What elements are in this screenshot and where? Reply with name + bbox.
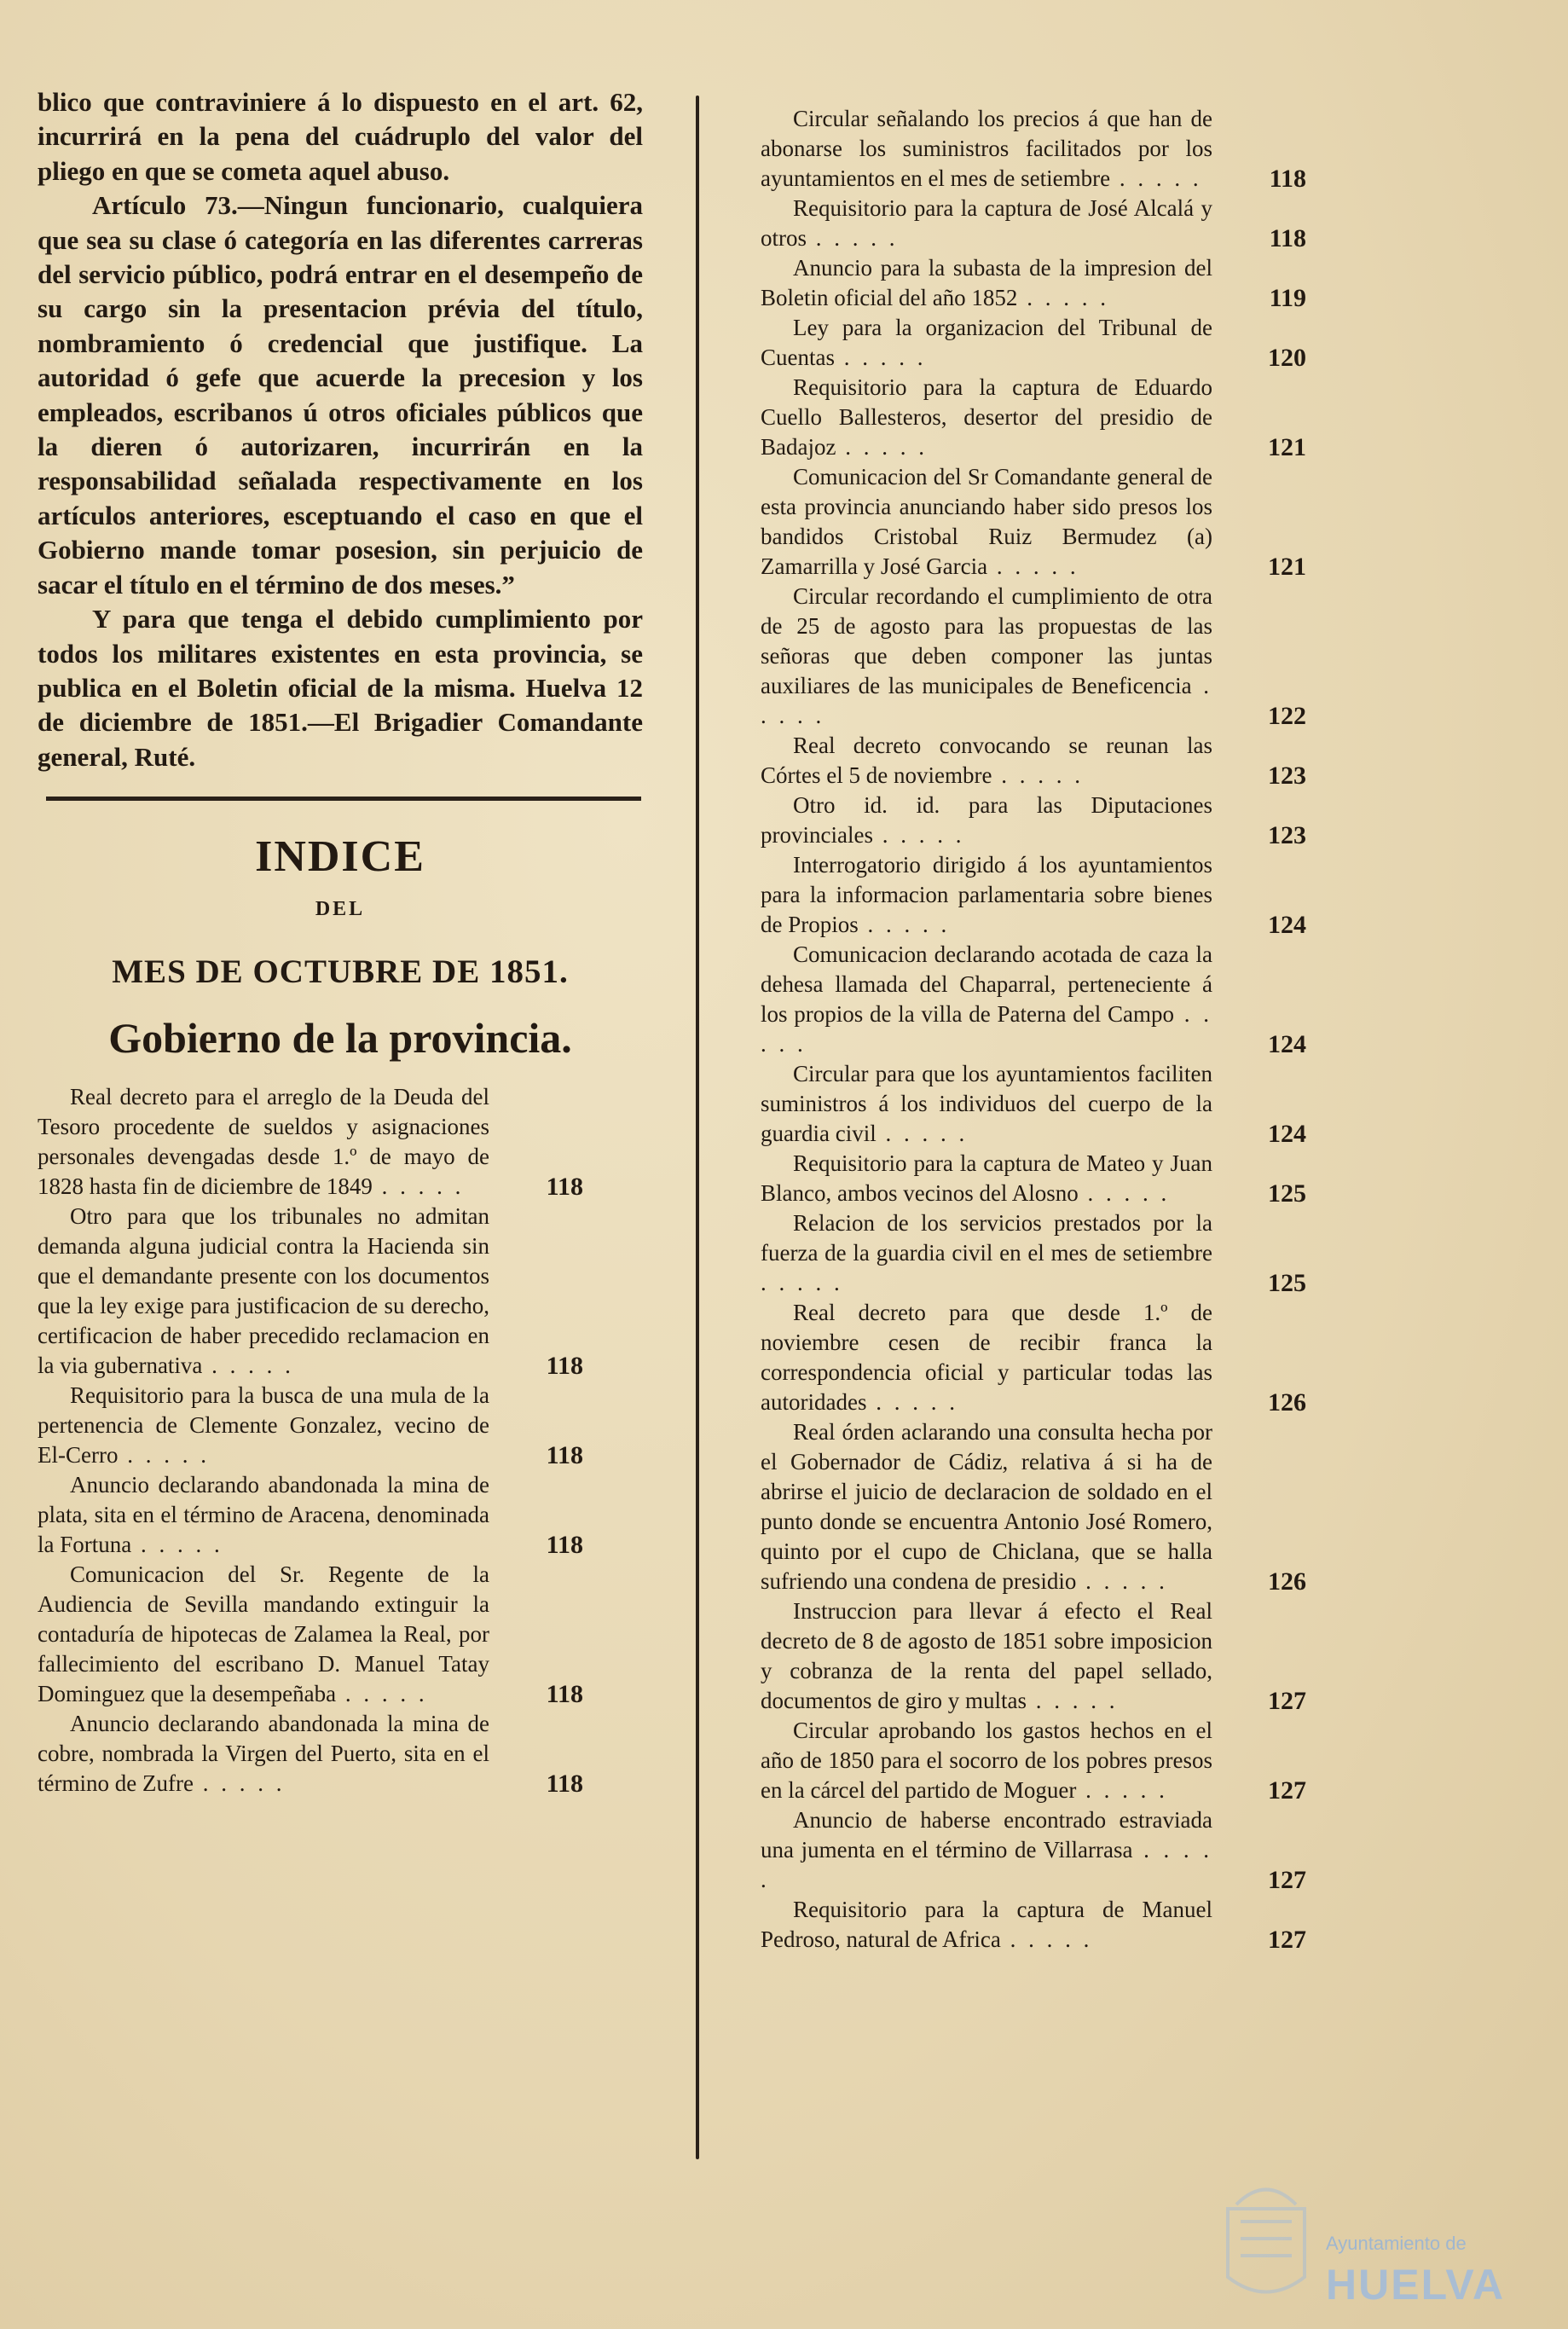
index-entry-page: 127: [1268, 1926, 1306, 1954]
index-entry-text: Relacion de los servicios prestados por la fuerza de la guardia civil en el mes de setiembre . . . . .: [761, 1210, 1212, 1295]
index-entry: [761, 850, 1306, 940]
index-entry-page: 124: [1268, 1120, 1306, 1148]
index-entry: [761, 1149, 1306, 1208]
index-entry: [38, 1202, 583, 1381]
index-entry-text: Anuncio de haberse encontrado estraviada una jumenta en el término de Villarrasa . . . . .: [761, 1807, 1212, 1892]
index-entry-text: Anuncio declarando abandonada la mina de plata, sita en el término de Aracena, denominada la Fortuna . . . . .: [38, 1472, 489, 1558]
index-entry-page: 118: [546, 1352, 583, 1381]
index-entry-text: Requisitorio para la captura de Mateo y Juan Blanco, ambos vecinos del Alosno . . . . .: [761, 1150, 1212, 1206]
index-entry-page: 127: [1268, 1866, 1306, 1894]
right-index-entries: [761, 104, 1306, 1955]
index-entry-page: 124: [1268, 1030, 1306, 1058]
index-entry-page: 119: [1269, 284, 1306, 312]
index-section-title: Gobierno de la provincia.: [108, 1014, 572, 1063]
index-entry-text: Real decreto para el arreglo de la Deuda del Tesoro procedente de sueldos y asignaciones personales devengadas desde 1.º de mayo de 1828 hasta fin de diciembre de 1849 . . . . .: [38, 1084, 489, 1200]
index-entry-text: Comunicacion del Sr. Regente de la Audiencia de Sevilla mandando extinguir la contaduría de hipotecas de Zalamea la Real, por fallecimiento del escribano D. Manuel Tatay Dominguez que la desempeñaba . . . . .: [38, 1561, 489, 1707]
column-divider: [696, 96, 699, 2159]
index-entry-text: Comunicacion declarando acotada de caza la dehesa llamada del Chaparral, perteneciente á los propios de la villa de Paterna del Campo . . . . .: [761, 941, 1213, 1057]
lead-paragraph-article-73: Artículo 73.—Ningun funcionario, cualquiera que sea su clase ó categoría en las diferentes carreras del servicio público, podrá entrar en el desempeño de su cargo sin la presentacion prévia del título, nombramiento ó credencial que justifique. La autoridad ó gefe que acuerde la precesion y los empleados, escribanos ú otros oficiales públicos que la dieren ó autorizaren, incurrirán en la responsabilidad señalada respectivamente en los artículos anteriores, esceptuando el caso en que el Gobierno mande tomar posesion, sin perjuicio de sacar el título en el término de dos meses.”: [38, 190, 643, 600]
index-entry-text: Comunicacion del Sr Comandante general de esta provincia anunciando haber sido presos los bandidos Cristobal Ruiz Bermudez (a) Zamarrilla y José Garcia . . . . .: [761, 464, 1212, 579]
index-entry-text: Instruccion para llevar á efecto el Real decreto de 8 de agosto de 1851 sobre imposicion y cobranza de la renta del papel sellado, documentos de giro y multas . . . . .: [761, 1598, 1212, 1713]
left-index-entries: [38, 1082, 583, 1799]
index-entry-page: 118: [546, 1531, 583, 1560]
index-entry-text: Real órden aclarando una consulta hecha por el Gobernador de Cádiz, relativa á si ha de abrirse el juicio de declaracion de soldado en el punto donde se encuentra Antonio José Romero, quinto por el cupo de Chiclana, que se halla sufriendo una condena de presidio . . . . .: [761, 1419, 1212, 1594]
index-entry-page: 118: [1269, 224, 1306, 252]
index-entry: [761, 462, 1306, 582]
index-entry: [761, 104, 1306, 194]
index-entry: [761, 1805, 1306, 1895]
index-entry-page: 123: [1268, 762, 1306, 790]
index-entry-page: 126: [1268, 1567, 1306, 1596]
index-entry-page: 127: [1268, 1687, 1306, 1715]
index-entry: [761, 1417, 1306, 1596]
index-entry-page: 118: [546, 1680, 583, 1709]
index-entry-page: 125: [1268, 1269, 1306, 1297]
index-entry: [761, 1208, 1306, 1298]
index-entry-text: Ley para la organizacion del Tribunal de Cuentas . . . . .: [761, 315, 1212, 370]
index-entry-page: 125: [1268, 1179, 1306, 1208]
index-entry-text: Circular señalando los precios á que han de abonarse los suministros facilitados por los ayuntamientos en el mes de setiembre . . . . .: [761, 106, 1212, 191]
index-title: INDICE: [255, 832, 425, 882]
index-entry-page: 118: [546, 1441, 583, 1470]
index-entry-text: Requisitorio para la captura de Manuel Pedroso, natural de Africa . . . . .: [761, 1897, 1212, 1952]
index-entry-page: 118: [546, 1173, 583, 1202]
index-entry-page: 121: [1268, 553, 1306, 581]
index-entry-page: 126: [1268, 1388, 1306, 1417]
index-entry-text: Otro id. id. para las Diputaciones provinciales . . . . .: [761, 792, 1212, 848]
index-entry: [761, 1059, 1306, 1149]
index-entry-text: Circular aprobando los gastos hechos en el año de 1850 para el socorro de los pobres presos en la cárcel del partido de Moguer . . . . .: [761, 1718, 1212, 1803]
index-entry: [761, 194, 1306, 253]
index-entry-text: Real decreto para que desde 1.º de noviembre cesen de recibir franca la correspondencia oficial y particular todas las autoridades . . . . .: [761, 1300, 1212, 1415]
index-entry-text: Circular para que los ayuntamientos faciliten suministros á los individuos del cuerpo de la guardia civil . . . . .: [761, 1061, 1212, 1146]
index-entry-page: 127: [1268, 1776, 1306, 1805]
index-entry: [38, 1709, 583, 1799]
watermark-line-1: Ayuntamiento de: [1326, 2233, 1467, 2254]
index-entry: [38, 1470, 583, 1560]
index-entry-text: Requisitorio para la captura de Eduardo Cuello Ballesteros, desertor del presidio de Badajoz . . . . .: [761, 374, 1212, 460]
index-entry: [38, 1381, 583, 1470]
index-entry: [761, 373, 1306, 462]
index-entry-text: Anuncio declarando abandonada la mina de cobre, nombrada la Virgen del Puerto, sita en el término de Zufre . . . . .: [38, 1711, 489, 1797]
section-rule: [46, 797, 641, 801]
index-entry-page: 121: [1268, 433, 1306, 461]
index-entry: [38, 1560, 583, 1709]
index-entry: [761, 731, 1306, 791]
index-month: MES DE OCTUBRE DE 1851.: [112, 953, 569, 991]
lead-paragraph-closing: Y para que tenga el debido cumplimiento por todos los militares existentes en esta provincia, se publica en el Boletin oficial de la misma. Huelva 12 de diciembre de 1851.—El Brigadier Comandante general, Ruté.: [38, 604, 643, 772]
index-entry: [761, 1716, 1306, 1805]
left-column: [38, 85, 643, 1799]
index-entry-text: Requisitorio para la busca de una mula de la pertenencia de Clemente Gonzalez, vecino de El-Cerro . . . . .: [38, 1382, 489, 1469]
index-entry-page: 120: [1268, 344, 1306, 372]
index-entry: [761, 1298, 1306, 1417]
index-del: DEL: [315, 898, 366, 921]
index-entry-text: Requisitorio para la captura de José Alcalá y otros . . . . .: [761, 195, 1212, 251]
index-entry-page: 122: [1268, 702, 1306, 730]
index-entry-text: Interrogatorio dirigido á los ayuntamientos para la informacion parlamentaria sobre bienes de Propios . . . . .: [761, 852, 1212, 937]
index-entry: [761, 253, 1306, 313]
right-column: [761, 85, 1306, 1955]
lead-paragraph-1: blico que contraviniere á lo dispuesto en el art. 62, incurrirá en la pena del cuádruplo del valor del pliego en que se cometa aquel abuso.: [38, 87, 643, 186]
index-entry: [761, 582, 1306, 731]
index-entry-text: Circular recordando el cumplimiento de otra de 25 de agosto para las propuestas de las señoras que deben componer las juntas auxiliares de las municipales de Beneficencia . . . . .: [761, 583, 1213, 728]
index-entry-text: Anuncio para la subasta de la impresion del Boletin oficial del año 1852 . . . . .: [761, 255, 1212, 310]
index-entry-page: 124: [1268, 911, 1306, 939]
index-entry: [761, 791, 1306, 850]
index-entry: [761, 1895, 1306, 1955]
index-entry: [38, 1082, 583, 1202]
watermark-line-2: HUELVA: [1326, 2261, 1506, 2309]
index-entry-text: Real decreto convocando se reunan las Córtes el 5 de noviembre . . . . .: [761, 733, 1212, 788]
index-entry: [761, 940, 1306, 1059]
index-entry: [761, 1596, 1306, 1716]
index-entry-page: 118: [1269, 165, 1306, 193]
index-entry-text: Otro para que los tribunales no admitan demanda alguna judicial contra la Hacienda sin que el demandante presente con los documentos que la ley exige para justificacion de su derecho, certificacion de haber precedido reclamacion en la via gubernativa . . . . .: [38, 1203, 489, 1379]
index-entry-page: 123: [1268, 821, 1306, 849]
index-entry: [761, 313, 1306, 373]
lead-text: [38, 85, 643, 774]
index-entry-page: 118: [546, 1770, 583, 1799]
